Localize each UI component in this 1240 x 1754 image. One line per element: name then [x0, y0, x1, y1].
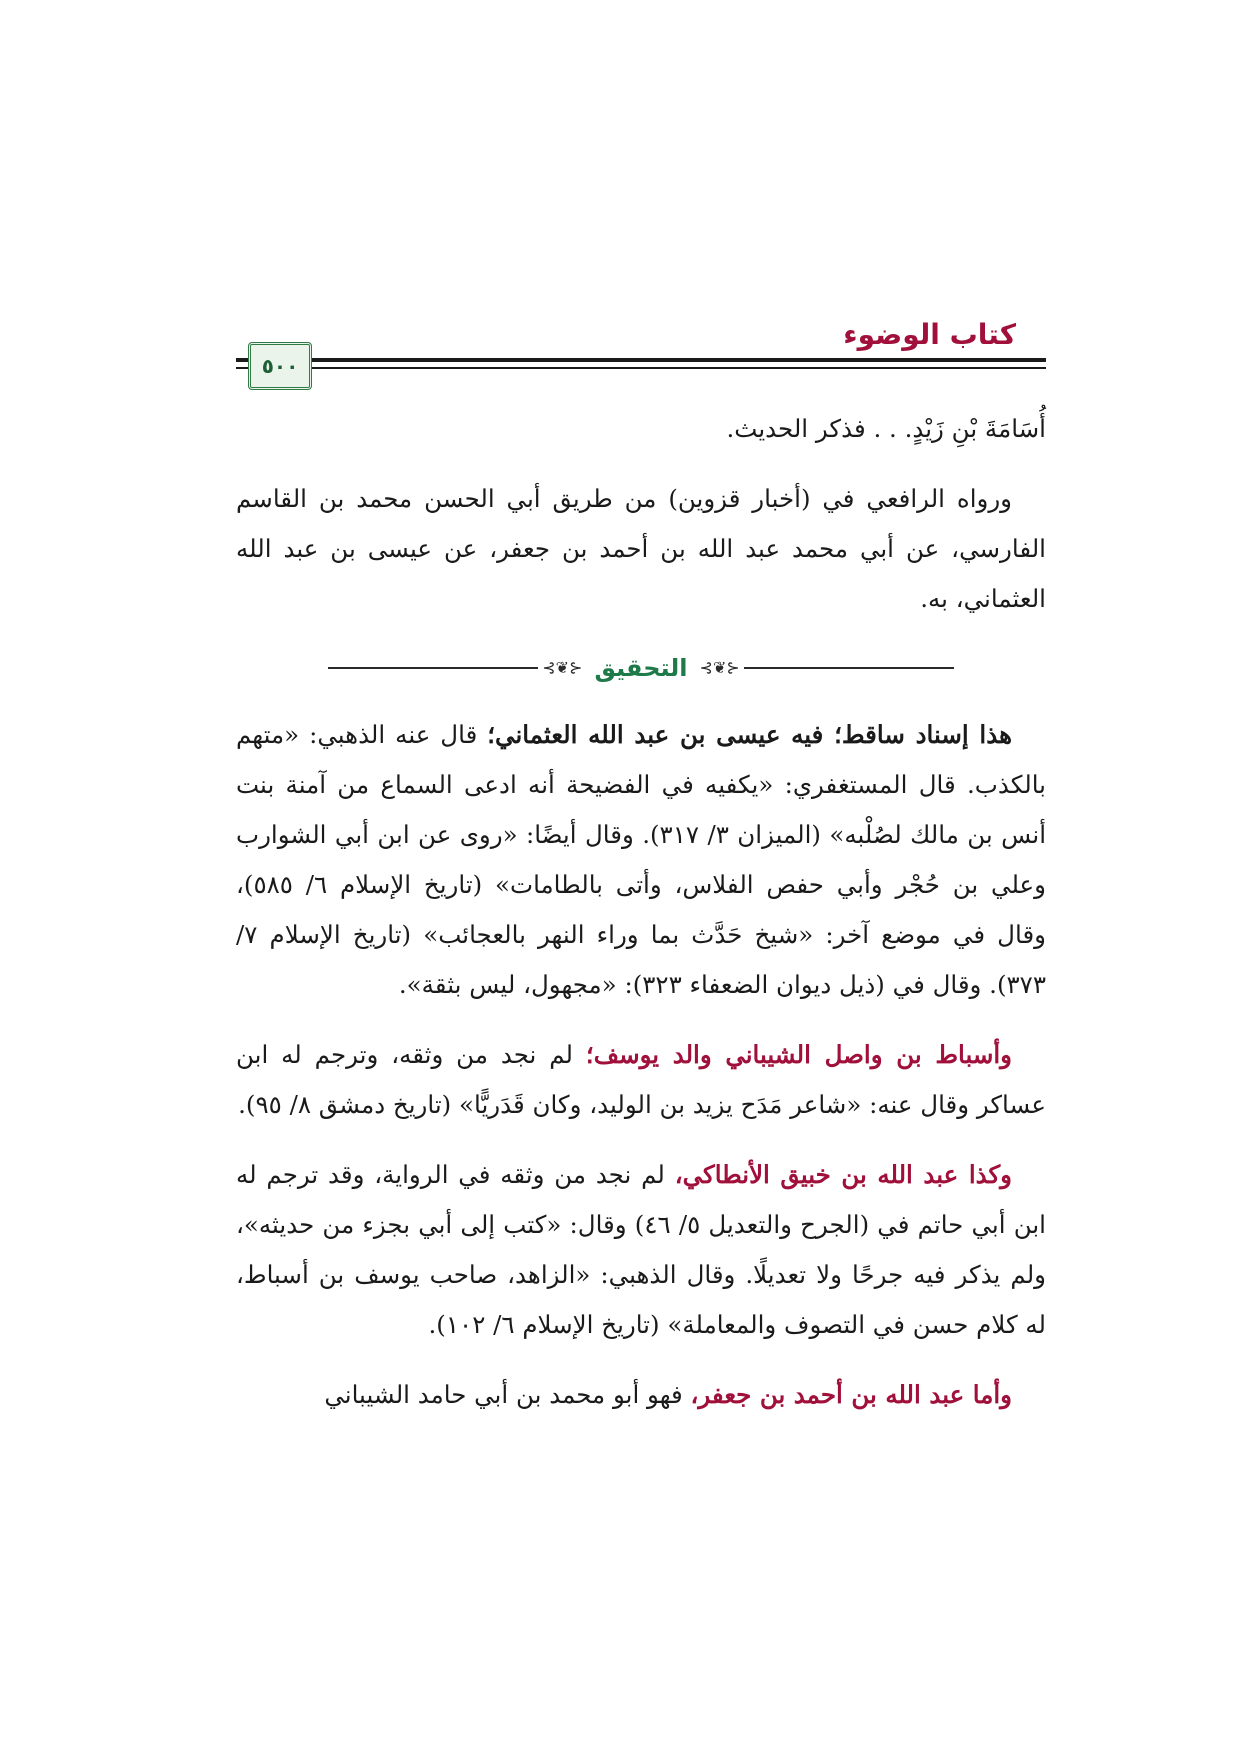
header-rule-thick: [236, 358, 1046, 362]
paragraph-continuation: أُسَامَةَ بْنِ زَيْدٍ. . . فذكر الحديث.: [726, 414, 1046, 443]
paragraph-bold-phrase: فيه عيسى بن عبد الله العثماني؛: [487, 720, 835, 749]
section-divider: [236, 644, 1046, 692]
narrator-name: وأما عبد الله بن أحمد بن جعفر،: [690, 1380, 1012, 1409]
divider-line-right: [744, 667, 954, 669]
paragraph-rafii-narration: ورواه الرافعي في (أخبار قزوين) من طريق أبي الحسن محمد بن القاسم الفارسي، عن أبي محمد عبد الله بن أحمد بن جعفر، عن عيسى بن عبد الله العثماني، به.: [236, 484, 1046, 613]
page-content: [236, 404, 1046, 1440]
paragraph-lead: هذا إسناد ساقط؛: [834, 720, 1013, 749]
header-rule-thin: [236, 367, 1046, 369]
narrator-name: وكذا عبد الله بن خبيق الأنطاكي،: [674, 1160, 1012, 1189]
page-number: ٥٠٠: [261, 354, 299, 378]
page-header: [236, 318, 1046, 390]
ornament-icon: ⊰❦⊱: [699, 658, 740, 677]
paragraph-khubaiq: [236, 1150, 1046, 1350]
paragraph-text: قال عنه الذهبي: «متهم بالكذب. قال المستغفري: «يكفيه في الفضيحة أنه ادعى السماع من آمنة بنت أنس بن مالك لصُلْبه» (الميزان ٣/ ٣١٧). وقال أيضًا: «روى عن ابن أبي الشوارب وعلي بن حُجْر وأبي حفص الفلاس، وأتى بالطامات» (تاريخ الإسلام ٦/ ٥٨٥)، وقال في موضع آخر: «شيخ حَدَّث بما وراء النهر بالعجائب» (تاريخ الإسلام ٧/ ٣٧٣). وقال في (ذيل ديوان الضعفاء ٣٢٣): «مجهول، ليس بثقة».: [236, 720, 1047, 999]
paragraph-abdullah-bin-ahmad: [236, 1370, 1046, 1420]
divider-line-left: [328, 667, 538, 669]
ornament-icon: ⊰❦⊱: [542, 658, 583, 677]
narrator-name: وأسباط بن واصل الشيباني والد يوسف؛: [585, 1040, 1013, 1069]
section-title: التحقيق: [594, 654, 688, 682]
paragraph-isnad-assessment: [236, 710, 1046, 1010]
paragraph-text: لم نجد من وثقه، وترجم له ابن عساكر وقال عنه: «شاعر مَدَح يزيد بن الوليد، وكان قَدَريًّا» (تاريخ دمشق ٨/ ٩٥).: [236, 1040, 1046, 1119]
paragraph-text: لم نجد من وثقه في الرواية، وقد ترجم له ابن أبي حاتم في (الجرح والتعديل ٥/ ٤٦) وقال: «كتب إلى أبي بجزء من حديثه»، ولم يذكر فيه جرحًا ولا تعديلًا. وقال الذهبي: «الزاهد، صاحب يوسف بن أسباط، له كلام حسن في التصوف والمعاملة» (تاريخ الإسلام ٦/ ١٠٢).: [236, 1160, 1046, 1339]
page-number-box: [248, 342, 312, 390]
book-title: كتاب الوضوء: [843, 318, 1016, 351]
paragraph-text: فهو أبو محمد بن أبي حامد الشيباني: [324, 1380, 691, 1409]
paragraph-asbat: [236, 1030, 1046, 1130]
